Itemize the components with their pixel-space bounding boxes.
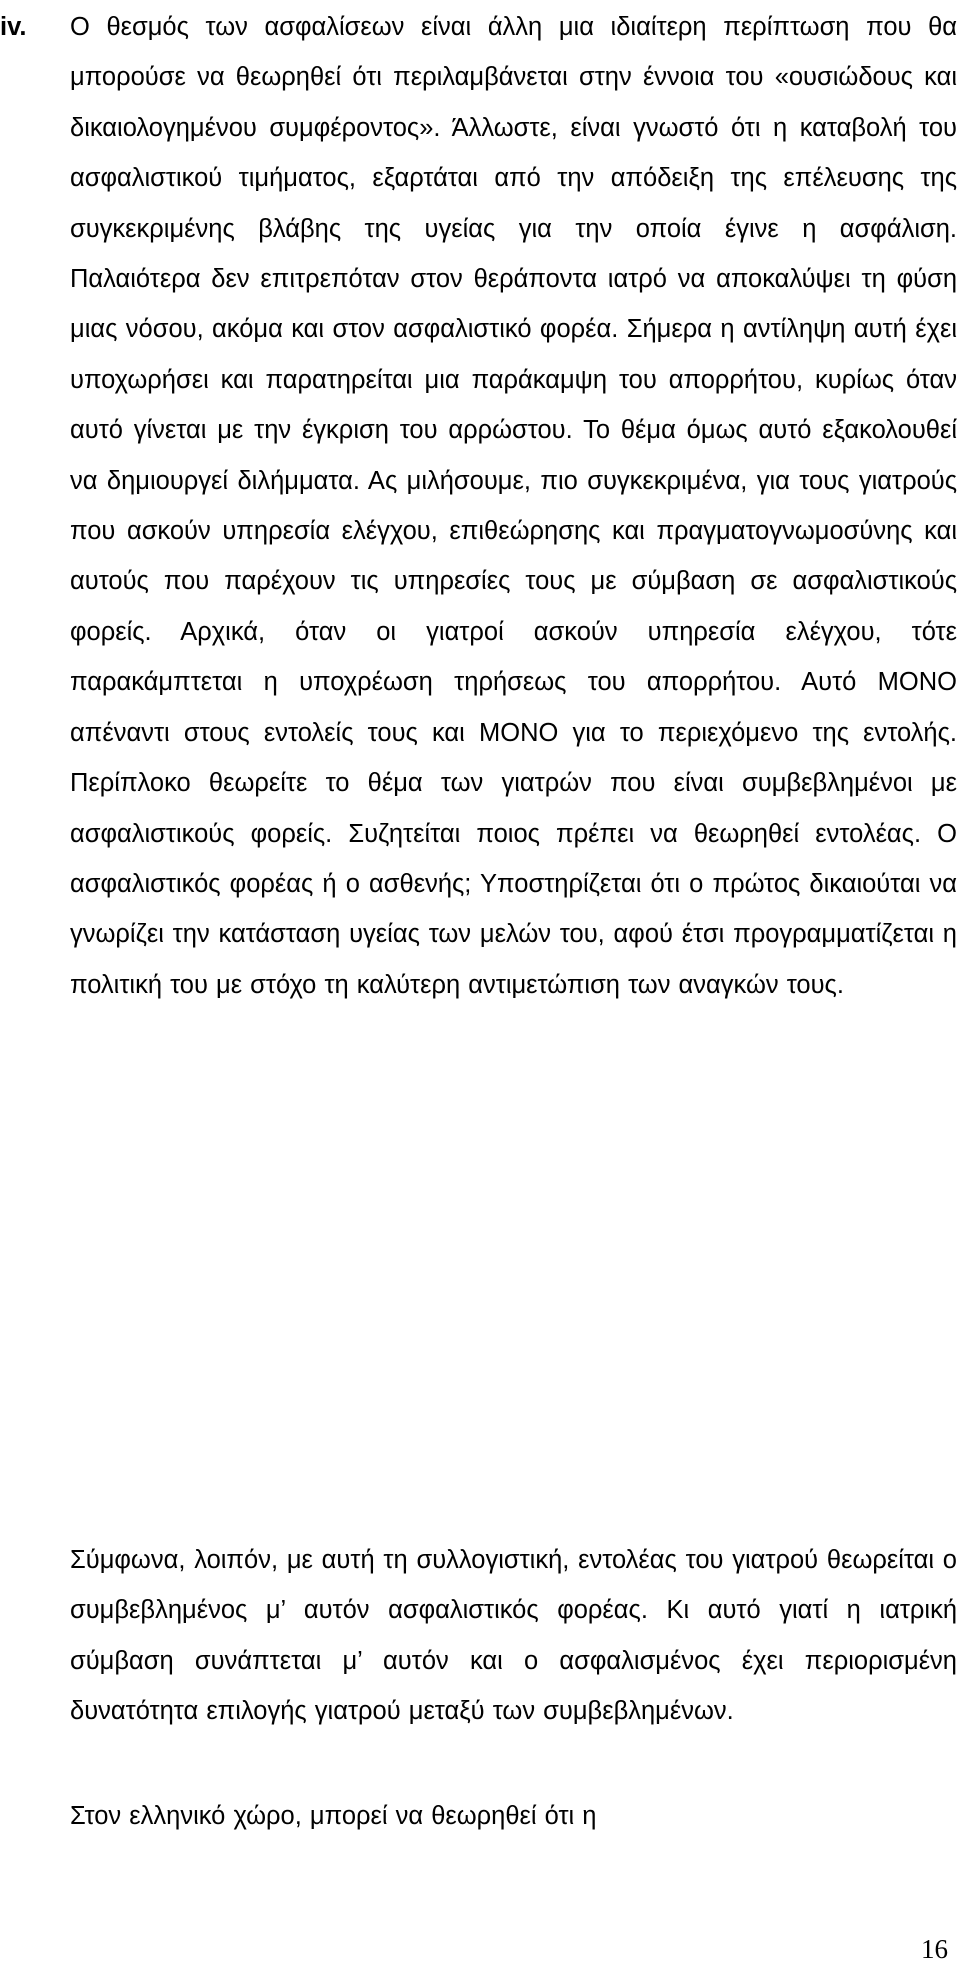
- list-item-marker: iv.: [0, 13, 27, 41]
- paragraph-insurance-confidentiality: Ο θεσμός των ασφαλίσεων είναι άλλη μια ιδιαίτερη περίπτωση που θα μπορούσε να θεωρηθεί ότι περιλαμβάνεται στην έννοια του «ουσιώδους και δικαιολογημένου συμφέροντος». Άλλωστε, είναι γνωστό ότι η καταβολή του ασφαλιστικού τιμήματος, εξαρτάται από την απόδειξη της επέλευσης της συγκεκριμένης βλάβης της υγείας για την οποία έγινε η ασφάλιση. Παλαιότερα δεν επιτρεπόταν στον θεράποντα ιατρό να αποκαλύψει τη φύση μιας νόσου, ακόμα και στον ασφαλιστικό φορέα. Σήμερα η αντίληψη αυτή έχει υποχωρήσει και παρατηρείται μια παράκαμψη του απορρήτου, κυρίως όταν αυτό γίνεται με την έγκριση του αρρώστου. Το θέμα όμως αυτό εξακολουθεί να δημιουργεί διλήμματα. Ας μιλήσουμε, πιο συγκεκριμένα, για τους γιατρούς που ασκούν υπηρεσία ελέγχου, επιθεώρησης και πραγματογνωμοσύνης και αυτούς που παρέχουν τις υπηρεσίες τους με σύμβαση σε ασφαλιστικούς φορείς. Αρχικά, όταν οι γιατροί ασκούν υπηρεσία ελέγχου, τότε παρακάμπτεται η υποχρέωση τηρήσεως του απορρήτου. Αυτό ΜΟΝΟ απέναντι στους εντολείς τους και ΜΟΝΟ για το περιεχόμενο της εντολής. Περίπλοκο θεωρείτε το θέμα των γιατρών που είναι συμβεβλημένοι με ασφαλιστικούς φορείς. Συζητείται ποιος πρέπει να θεωρηθεί εντολέας. Ο ασφαλιστικός φορέας ή ο ασθενής; Υποστηρίζεται ότι ο πρώτος δικαιούται να γνωρίζει την κατάσταση υγείας των μελών του, αφού έτσι προγραμματίζεται η πολιτική του με στόχο τη καλύτερη αντιμετώπιση των αναγκών τους.: [70, 13, 957, 999]
- paragraph-contracting-authority: Σύμφωνα, λοιπόν, με αυτή τη συλλογιστική, εντολέας του γιατρού θεωρείται ο συμβεβλημένος μ’ αυτόν ασφαλιστικός φορέας. Κι αυτό γιατί η ιατρική σύμβαση συνάπτεται μ’ αυτόν και ο ασφαλισμένος έχει περιορισμένη δυνατότητα επιλογής γιατρού μεταξύ των συμβεβλημένων.: [70, 1546, 957, 1726]
- paragraph-greek-context: Στον ελληνικό χώρο, μπορεί να θεωρηθεί ότι η: [70, 1802, 597, 1830]
- page-number: 16: [921, 1934, 948, 1964]
